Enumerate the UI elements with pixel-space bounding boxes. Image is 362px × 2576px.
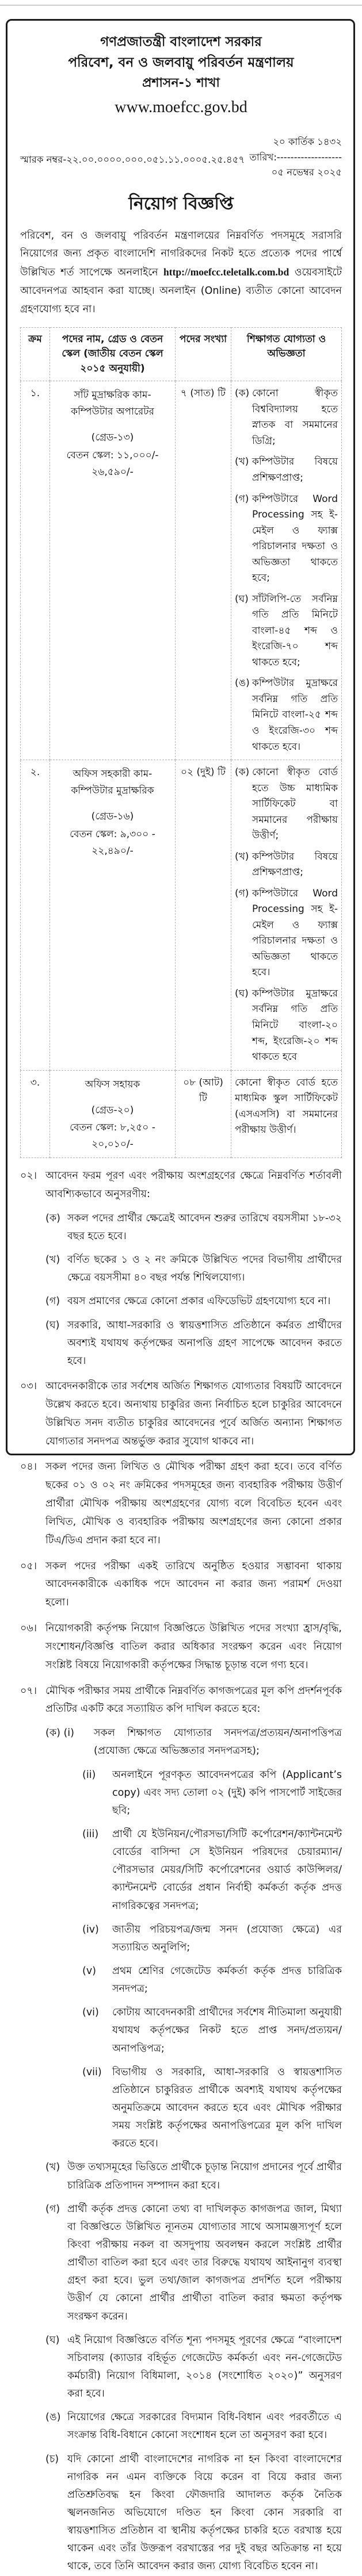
section-02-sub-gha (45, 1317, 342, 1370)
row1-pay-scale: বেতন স্কেল: ১১,০০০/- ২৬,৫৯০/- (66, 450, 159, 478)
section-07-item-iii (82, 1826, 342, 1915)
qualification-item (235, 886, 338, 981)
section-07-item-ka-i (45, 1724, 342, 1760)
qualification-item (235, 676, 338, 755)
item-marker: (v) (82, 1965, 97, 1977)
section-number: ০৫। (20, 1560, 37, 1572)
section-07-sub-ga (45, 2201, 342, 2326)
sub-marker: (ঘ) (45, 2334, 60, 2346)
qual-text: কম্পিউটার মুদ্রাক্ষরে সর্বনিম্ন গতি প্রতি মিনিটে বাংলা-২০ শব্দ, ইংরেজি-২০ শব্দ থাকতে হবে (252, 987, 338, 1063)
ministry-website-url: www.moefcc.gov.bd (115, 98, 247, 117)
col-header-post-grade-scale: পদের নাম, গ্রেড ও বেতন স্কেল (জাতীয় বেতন স্কেল ২০১৫ অনুযায়ী) (50, 327, 176, 381)
section-03 (20, 1378, 342, 1451)
qual-marker: (ঘ) (235, 987, 249, 999)
item-text: জাতীয় পরিচয়পত্র/জন্ম সনদ (প্রযোজ্য ক্ষেত্রে) এর সত্যায়িত অনুলিপি; (112, 1923, 342, 1953)
memo-date-block (250, 135, 342, 180)
section-text: মৌখিক পরীক্ষার সময় প্রার্থীকে নিম্নবর্ণিত কাগজপত্রের মূল কপি প্রদর্শনপূর্বক প্রতিটির একটি করে সত্যায়িত কপি দাখিল করতে হবে: (45, 1685, 342, 1715)
application-website-url: http://moefcc.teletalk.com.bd (163, 266, 289, 278)
section-02-sub-ka (45, 1210, 342, 1245)
intro-text-before-url: পরিবেশ, বন ও জলবায়ু পরিবর্তন মন্ত্রণালয়ের নিম্নবর্ণিত পদসমূহে সরাসরি নিয়োগের জন্য প্রকৃত বাংলাদেশি নাগরিকদের নিকট হতে প্রত্যেক পদের পার্শ্বে উল্লিখিত শর্ত সাপেক্ষে অনলাইনে (20, 229, 342, 279)
section-07-item-vii (82, 2064, 342, 2153)
row3-serial: ৩. (21, 1070, 50, 1158)
qualification-item (235, 1075, 338, 1138)
qual-marker: (গ) (235, 493, 249, 505)
row1-post-count: ৭ (সাত) টি (176, 381, 231, 760)
item-marker: (vii) (82, 2066, 102, 2078)
qual-text: কোনো স্বীকৃত বিশ্ববিদ্যালয় হতে স্নাতক বা সমমানের ডিগ্রি; (252, 388, 338, 447)
col-header-serial: ক্রম (21, 327, 50, 381)
item-text: প্রার্থী যে ইউনিয়ন/পৌরসভা/সিটি কর্পোরেশন/ক্যান্টনমেন্ট বোর্ডের বাসিন্দা সে ইউনিয়ন পরিষদের চেয়ারম্যান/পৌরসভার মেয়র/সিটি কর্পোরেশনের ওয়ার্ড কাউন্সিলর/ক্যান্টনমেন্ট বোর্ডের প্রধান নির্বাহী কর্মকর্তা কর্তৃক প্রদত্ত নাগরিকত্বের সনদপত্র; (112, 1828, 342, 1912)
memo-date-gregorian: ০৫ নভেম্বর ২০২৫ (271, 167, 342, 178)
section-07-item-ii (82, 1766, 342, 1820)
item-text: বিভাগীয় ও সরকারি, আধা-সরকারি ও স্বায়ত্তশাসিত প্রতিষ্ঠানে চাকুরিরত প্রার্থীকে অবশ্যই যথাযথ কর্তৃপক্ষের অনুমতিক্রমে আবেদন করতে হবে এবং মৌখিক পরীক্ষার সময় সংশ্লিষ্ট কর্তৃপক্ষের অনাপত্তিপত্রের মূল কপি দাখিল করতে হবে। (112, 2066, 342, 2150)
memo-row (20, 135, 342, 180)
circular-title: নিয়োগ বিজ্ঞপ্তি (128, 193, 234, 214)
sub-text: এই নিয়োগ বিজ্ঞপ্তিতে বর্ণিত শূন্য পদসমূহ পূরণের ক্ষেত্রে “বাংলাদেশ সচিবালয় (ক্যাডার বহির্ভূত গেজেটেড কর্মকর্তা এবং নন-গেজেটেড কর্মচারী) নিয়োগ বিধিমালা, ২০১৪ (সংশোধিত ২০২০)” অনুসরণ করা হবে। (67, 2334, 342, 2400)
sub-marker: (চ) (45, 2453, 59, 2465)
page-top-divider (0, 5, 362, 6)
memo-date-bangla: ২০ কার্তিক ১৪৩২ (273, 136, 342, 148)
item-marker: (iii) (82, 1828, 99, 1841)
sub-marker: (ঙ) (45, 2412, 61, 2424)
sub-marker: (ঘ) (45, 1319, 60, 1331)
section-text: সকল পদের পরীক্ষা একই তারিখে অনুষ্ঠিত হওয়ার সম্ভাবনা থাকায় আবেদনকারীকে একাধিক পদে আবেদন না করার জন্য পরামর্শ দেওয়া হলো। (45, 1560, 342, 1609)
qualification-item (235, 386, 338, 449)
sub-text: বয়স প্রমাণের ক্ষেত্রে কোনো প্রকার এফিডেভিট গ্রহণযোগ্য হবে না। (67, 1295, 331, 1308)
row2-serial: ২. (21, 760, 50, 1071)
section-text: সকল পদের জন্য লিখিত ও মৌখিক পরীক্ষা গ্রহণ করা হবে। তবে বর্ণিত ছকের ০১ ও ০২ নং ক্রমিকের পদসমূহের জন্য ব্যবহারিক পরীক্ষায় উত্তীর্ণ প্রার্থীরা মৌখিক পরীক্ষায় অংশগ্রহণের যোগ্য বলে বিবেচিত হবেন এবং লিখিত, মৌখিক ও ব্যবহারিক পরীক্ষায় অংশগ্রহণের জন্য কোনো প্রকার টিএ/ডিএ প্রদান করা হবে না। (45, 1461, 342, 1546)
section-number: ০২। (20, 1170, 37, 1182)
item-marker: (ক) (i) (45, 1727, 74, 1739)
section-number: ০৩। (20, 1380, 37, 1392)
section-02-sub-ga (45, 1293, 342, 1310)
qual-marker: (ঙ) (235, 677, 250, 689)
col-header-qualification: শিক্ষাগত যোগ্যতা ও অভিজ্ঞতা (231, 327, 342, 381)
section-number: ০৬। (20, 1623, 37, 1635)
col-header-count: পদের সংখ্যা (176, 327, 231, 381)
qualification-item (235, 492, 338, 586)
section-number: ০৪। (20, 1461, 37, 1473)
section-07-item-iv (82, 1921, 342, 1957)
row2-post-cell (50, 760, 176, 1071)
qual-marker: (খ) (235, 850, 249, 862)
section-04 (20, 1458, 342, 1550)
row2-grade: (গ্রেড-১৬) (91, 810, 134, 822)
item-text: প্রথম শ্রেণির গেজেটেড কর্মকর্তা কর্তৃক প্রদত্ত চারিত্রিক সনদপত্র; (112, 1965, 342, 1995)
table-row (21, 1070, 342, 1158)
sub-marker: (খ) (45, 2161, 60, 2174)
qual-marker: (ঘ) (235, 593, 249, 605)
row3-post-count: ০৮ (আট) টি (176, 1070, 231, 1158)
sub-marker: (ক) (45, 1212, 60, 1224)
sub-text: বর্ণিত ছকের ১ ও ২ নং ক্রমিকে উল্লিখিত পদের বিভাগীয় প্রার্থীদের ক্ষেত্রে বয়সসীমা ৪০ বছর পর্যন্ত শিথিলযোগ্য। (67, 1254, 342, 1284)
qual-text: কম্পিউটারে Word Processing সহ ই-মেইল ও ফ্যাক্স পরিচালনার দক্ষতা ও অভিজ্ঞতা থাকতে হবে। (252, 887, 338, 979)
qualification-item (235, 592, 338, 671)
section-text: আবেদনকারীকে তার সর্বশেষ অর্জিত শিক্ষাগত যোগ্যতার বিষয়টি আবেদনে উল্লেখ করতে হবে। অন্যথায় চাকুরির জন্য নির্বাচিত হলে চাকুরির আবেদনে উল্লিখিত সনদ ব্যতীত চাকুরির আবেদনের পূর্বে অর্জিত অন্যান্য শিক্ষাগত যোগ্যতার সনদপত্র অন্তর্ভুক্ত করার সুযোগ থাকবে না। (45, 1380, 342, 1447)
qual-text: কম্পিউটারে Word Processing সহ ই-মেইল ও ফ্যাক্স পরিচালনার দক্ষতা ও অভিজ্ঞতা থাকতে হবে; (252, 493, 338, 584)
qual-marker: (গ) (235, 887, 249, 899)
posts-table-header-row (21, 327, 342, 381)
intro-text-after-url: ওয়েবসাইটে আবেদনপত্র আহবান করা যাচ্ছে। অনলাইন (Online) ব্যতীত কোনো আবেদন গ্রহণযোগ্য হবে না। (20, 267, 342, 316)
qual-text: কোনো স্বীকৃত বোর্ড হতে উচ্চ মাধ্যমিক সার্টিফিকেট বা সমমানের পরীক্ষায় উত্তীর্ণ; (252, 766, 338, 842)
row3-post-cell (50, 1070, 176, 1158)
row3-post-name: অফিস সহায়ক (85, 1078, 140, 1090)
qual-text: সাঁটলিপি-তে সর্বনিম্ন গতি প্রতি মিনিটে বাংলা-৪৫ শব্দ ও ইংরেজি-৭০ শব্দ থাকতে হবে; (252, 593, 338, 668)
section-text: আবেদন ফরম পূরণ এবং পরীক্ষায় অংশগ্রহণের ক্ষেত্রে নিম্নবর্ণিত শর্তাবলী আবশ্যিকভাবে অনুসরণীয়: (45, 1170, 342, 1201)
circular-document-frame (6, 19, 355, 2573)
row1-grade: (গ্রেড-১৩) (91, 432, 134, 444)
sub-text: যদি কোনো প্রার্থী বাংলাদেশের নাগরিক না হন কিংবা বাংলাদেশের নাগরিক নন এমন ব্যক্তিকে বিয়ে করেন বা বিয়ে করার জন্য প্রতিশ্রুতিবদ্ধ হন কিংবা ফৌজদারি আদালত কর্তৃক নৈতিক স্খলনজনিত অভিযোগে দণ্ডিত হন কিংবা কোন সরকারি বা স্বায়ত্তশাসিত প্রতিষ্ঠান বা স্থানীয় কর্তৃপক্ষের চাকরি হতে বরখাস্ত হয়ে থাকেন এবং তাঁর উক্তরূপ বরখাস্তের পর দুই বছর অতিক্রান্ত না হয়ে থাকে, তবে তিনি আবেদন করার জন্য যোগ্য বিবেচিত হবেন না। (67, 2453, 342, 2573)
item-marker: (ii) (82, 1769, 96, 1781)
table-row (21, 381, 342, 760)
qualification-item (235, 849, 338, 881)
row3-qualifications (231, 1070, 342, 1158)
row2-post-count: ০২ (দুই) টি (176, 760, 231, 1071)
sub-text: প্রার্থী কর্তৃক প্রদত্ত কোনো তথ্য বা দাখিলকৃত কাগজপত্র জাল, মিথ্যা বা বিজ্ঞপ্তিতে উল্লিখিত ন্যূনতম যোগ্যতার সাথে অসামঞ্জস্যপূর্ণ হলে কিংবা পরীক্ষায় নকল বা অসদুপায় অবলম্বন করলে সংশ্লিষ্ট প্রার্থীর প্রার্থীতা বাতিল করা হবে এবং তার বিরুদ্ধে যথাযথ আইনানুগ ব্যবস্থা গ্রহণ করা হবে। ভুল তথ্য/জাল কাগজপত্র প্রদর্শিত হলে পরীক্ষায় উত্তীর্ণ যে কোনো প্রার্থীর প্রার্থীতা বাতিল করার ক্ষমতা কর্তৃপক্ষ সংরক্ষণ করেন। (67, 2203, 342, 2322)
row2-qualifications (231, 760, 342, 1071)
memo-number: স্মারক নম্বর-২২.০০.০০০০.০০০.০৫১.১১.০০০৫.২৫.৪৫৭ (20, 154, 245, 165)
conditions-sections (20, 1167, 342, 2575)
row2-pay-scale: বেতন স্কেল: ৯,৩০০ - ২২,৪৯০/- (70, 828, 155, 857)
qual-marker: (ক) (235, 388, 250, 400)
table-row (21, 760, 342, 1071)
section-07-sub-cha (45, 2451, 342, 2576)
section-07-item-vi (82, 2004, 342, 2057)
section-07-item-v (82, 1962, 342, 1998)
sub-text: উক্ত তথ্যসমূহের ভিত্তিতে প্রার্থীকে চূড়ান্ত নিয়োগ প্রদানের পূর্বে প্রার্থীর চারিত্রিক প্রতিপাদন সম্পাদন করা হবে। (67, 2161, 342, 2191)
memo-date-label: তারিখ:------------------- (249, 151, 342, 163)
row1-post-cell (50, 381, 176, 760)
row3-grade: (গ্রেড-২০) (91, 1104, 134, 1116)
item-text: কোটায় আবেদনকারী প্রার্থীদের সর্বশেষ নীতিমালা অনুযায়ী যথাযথ কর্তৃপক্ষের নিকট হতে প্রাপ্ত সনদ/প্রত্যয়ন/অনাপত্তিপত্র; (112, 2007, 342, 2054)
qual-text: কম্পিউটার মুদ্রাক্ষরে সর্বনিম্ন গতি প্রতি মিনিটে বাংলা-২৫ শব্দ ও ইংরেজি-৩০ শব্দ থাকতে হবে। (252, 677, 338, 753)
qual-marker: (ক) (235, 766, 250, 779)
qual-text: কম্পিউটার বিষয়ে প্রশিক্ষণপ্রাপ্ত; (252, 850, 338, 879)
sub-text: সকল পদের প্রার্থীর ক্ষেত্রেই আবেদন শুরুর তারিখে বয়সসীমা ১৮-৩২ বছর হতে হবে। (67, 1212, 342, 1242)
section-07 (20, 1682, 342, 1719)
section-07-sub-uno (45, 2409, 342, 2444)
item-marker: (iv) (82, 1923, 99, 1935)
qual-marker: (খ) (235, 456, 249, 468)
section-07-sub-gha (45, 2332, 342, 2404)
branch-name: প্রশাসন-১ শাখা (142, 76, 220, 91)
government-name: গণপ্রজাতন্ত্রী বাংলাদেশ সরকার (100, 34, 262, 49)
sub-marker: (গ) (45, 2203, 60, 2215)
ministry-name: পরিবেশ, বন ও জলবায়ু পরিবর্তন মন্ত্রণালয় (68, 55, 294, 70)
row2-post-name: অফিস সহকারী কাম-কম্পিউটার মুদ্রাক্ষরিক (71, 768, 154, 796)
row1-qualifications (231, 381, 342, 760)
row3-pay-scale: বেতন স্কেল: ৮,২৫০ - ২০,০১০/- (70, 1122, 155, 1151)
row1-post-name: সাঁট মুদ্রাক্ষরিক কাম-কম্পিউটার অপারেটর (71, 389, 154, 418)
qualification-item (235, 986, 338, 1065)
section-02 (20, 1167, 342, 1204)
qual-text: কোনো স্বীকৃত বোর্ড হতে মাধ্যমিক স্কুল সার্টিফিকেট (এসএসসি) বা সমমানের পরীক্ষায় উত্তীর্ণ। (235, 1076, 338, 1136)
section-07-sub-kha (45, 2159, 342, 2194)
sub-marker: (গ) (45, 1295, 60, 1308)
sub-text: সরকারি, আধা-সরকারি ও স্বায়ত্তশাসিত প্রতিষ্ঠানে কর্মরত প্রার্থীদের অবশ্যই যথাযথ কর্তৃপক্ষের অনাপত্তি গ্রহণ সাপেক্ষে আবেদন করতে হবে। (67, 1319, 342, 1367)
item-marker: (vi) (82, 2007, 99, 2019)
section-number: ০৭। (20, 1685, 37, 1697)
sub-text: নিয়োগের ক্ষেত্রে সরকারের বিদ্যমান বিধি-বিধান এবং পরবর্তীতে এ সংক্রান্ত বিধি-বিধানে কোনো সংশোধন হলে তা অনুসরণ করা হবে। (67, 2412, 342, 2441)
qualification-item (235, 765, 338, 844)
section-05 (20, 1558, 342, 1613)
item-text: সকল শিক্ষাগত যোগ্যতার সনদপত্র/প্রত্যয়ন/অনাপত্তিপত্র (প্রযোজ্য ক্ষেত্রে অভিজ্ঞতার সনদপত্রসহ); (94, 1727, 342, 1757)
qual-text: কম্পিউটার বিষয়ে প্রশিক্ষণপ্রাপ্ত; (252, 456, 338, 484)
sub-marker: (খ) (45, 1254, 60, 1266)
posts-table (20, 327, 342, 1158)
qualification-item (235, 454, 338, 486)
row1-serial: ১. (21, 381, 50, 760)
section-text: নিয়োগকারী কর্তৃপক্ষ নিয়োগ বিজ্ঞপ্তিতে উল্লিখিত পদের সংখ্যা হ্রাস/বৃদ্ধি, সংশোধন/বিজ্ঞপ্তি বাতিল করার অধিকার সংরক্ষণ করেন এবং নিয়োগ সংশ্লিষ্ট বিষয়ে নিয়োগকারী কর্তৃপক্ষের সিদ্ধান্ত চূড়ান্ত বলে গণ্য হবে। (45, 1623, 342, 1671)
item-text: অনলাইনে পূরণকৃত আবেদনপত্রের কপি (Applicant’s copy) এবং সদ্য তোলা ০২ (দুই) কপি পাসপোর্ট সাইজের ছবি; (112, 1769, 342, 1816)
section-02-sub-kha (45, 1251, 342, 1287)
section-06 (20, 1620, 342, 1675)
intro-paragraph (20, 227, 342, 319)
